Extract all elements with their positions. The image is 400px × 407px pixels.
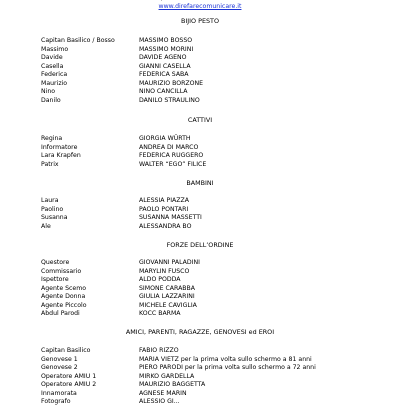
actor-name: MARIA VIETZ per la prima volta sullo schermo a 81 anni	[139, 355, 312, 363]
website-link[interactable]: www.direfarecomunicare.it	[158, 3, 242, 10]
actor-name: GIANNI CASELLA	[139, 62, 191, 70]
role-name: Casella	[41, 62, 64, 70]
actor-name: MASSIMO BOSSO	[139, 37, 193, 44]
cast-row	[41, 398, 400, 407]
actor-name: FEDERICA SABA	[139, 71, 189, 78]
role-name: Questore	[41, 259, 70, 266]
cast-row	[41, 390, 400, 399]
actor-name: ALDO PODDA	[139, 276, 181, 283]
role-name: Capitan Basilico / Bosso	[41, 37, 115, 44]
role-name: Capitan Basilico	[41, 347, 91, 354]
cast-row	[41, 293, 400, 302]
section-title-forze-dell-ordine: FORZE DELL’ORDINE	[166, 241, 234, 249]
actor-name: MIRKO GARDELLA	[139, 372, 195, 380]
cast-row	[41, 144, 400, 153]
actor-name: MAURIZIO BORZONE	[139, 79, 204, 87]
actor-name: DAVIDE AGENO	[139, 54, 187, 61]
role-name: Maurizio	[41, 79, 68, 87]
actor-name: FEDERICA RUGGERO	[139, 152, 204, 159]
role-name: Ale	[41, 222, 51, 230]
role-name: Genovese 1	[41, 355, 78, 363]
cast-row	[41, 373, 400, 382]
actor-name: MASSIMO MORINI	[139, 45, 194, 53]
cast-row	[41, 88, 400, 97]
role-name: Ispettore	[41, 276, 69, 283]
cast-row	[41, 37, 400, 46]
role-name: Susanna	[41, 214, 68, 221]
cast-row	[41, 259, 400, 268]
cast-row	[41, 197, 400, 206]
actor-name: NINO CANCILLA	[139, 88, 188, 95]
cast-row	[41, 80, 400, 89]
role-name: Laura	[41, 197, 59, 204]
role-name: Paolino	[41, 205, 64, 213]
cast-row	[41, 214, 400, 223]
actor-name: ANDREA DI MARCO	[139, 143, 199, 151]
role-name: Agente Donna	[41, 293, 86, 300]
role-name: Regina	[41, 135, 63, 142]
actor-name: SUSANNA MASSETTI	[139, 214, 202, 221]
role-name: Genovese 2	[41, 364, 78, 371]
actor-name: PIERO PARODI per la prima volta sullo schermo a 72 anni	[139, 364, 316, 371]
actor-name: GIULIA LAZZARINI	[139, 293, 195, 300]
role-name: Commissario	[41, 267, 82, 275]
actor-name: ALESSANDRA BO	[139, 222, 192, 230]
cast-row	[41, 63, 400, 72]
role-name: Operatore AMIU 2	[41, 381, 97, 388]
cast-row	[41, 223, 400, 232]
role-name: Massimo	[41, 45, 69, 53]
actor-name: PAOLO PONTARI	[139, 205, 189, 213]
section-title-amici-parenti: AMICI, PARENTI, RAGAZZE, GENOVESI ed EROI	[125, 328, 275, 336]
cast-row	[41, 364, 400, 373]
cast-row	[41, 54, 400, 63]
role-name: Federica	[41, 71, 68, 78]
cast-row	[41, 135, 400, 144]
cast-row	[41, 206, 400, 215]
actor-name: MAURIZIO BAGGETTA	[139, 381, 206, 388]
role-name: Agente Scemo	[41, 284, 87, 292]
cast-row	[41, 161, 400, 170]
cast-row	[41, 152, 400, 161]
role-name: Fotografo	[41, 398, 71, 405]
role-name: Informatore	[41, 143, 78, 151]
actor-name: KOCC BARMA	[139, 310, 181, 317]
cast-row	[41, 71, 400, 80]
actor-name: AGNESE MARIN	[139, 389, 187, 397]
role-name: Agente Piccolo	[41, 301, 87, 309]
actor-name: MICHELE CAVIGLIA	[139, 301, 197, 309]
cast-row	[41, 302, 400, 311]
actor-name: SIMONE CARABBA	[139, 284, 196, 292]
cast-row	[41, 268, 400, 277]
actor-name: DANILO STRAULINO	[139, 96, 200, 104]
actor-name: ALESSIA PIAZZA	[139, 197, 189, 204]
role-name: Davide	[41, 54, 63, 61]
role-name: Operatore AMIU 1	[41, 372, 97, 380]
cast-row	[41, 276, 400, 285]
cast-row	[41, 381, 400, 390]
cast-row	[41, 285, 400, 294]
role-name: Innamorata	[41, 389, 77, 397]
section-title-bijio-pesto: BIJIO PESTO	[181, 17, 219, 25]
actor-name: ALESSIO GI...	[139, 398, 180, 405]
cast-row	[41, 97, 400, 106]
cast-row	[41, 356, 400, 365]
role-name: Lara Krapfen	[41, 152, 81, 159]
section-title-cattivi: CATTIVI	[187, 116, 213, 124]
actor-name: GIOVANNI PALADINI	[139, 259, 200, 266]
actor-name: MARYLIN FUSCO	[139, 267, 190, 275]
actor-name: WALTER “EGO” FILICE	[139, 160, 207, 168]
section-title-bambini: BAMBINI	[186, 179, 214, 187]
role-name: Nino	[41, 88, 56, 95]
header-cut-text	[0, 0, 400, 2]
role-name: Abdul Parodi	[41, 310, 80, 317]
cast-row	[41, 46, 400, 55]
cast-row	[41, 310, 400, 319]
cast-row	[41, 347, 400, 356]
role-name: Patrix	[41, 160, 59, 168]
actor-name: FABIO RIZZO	[139, 347, 179, 354]
actor-name: GIORGIA WÜRTH	[139, 135, 191, 142]
role-name: Danilo	[41, 96, 61, 104]
